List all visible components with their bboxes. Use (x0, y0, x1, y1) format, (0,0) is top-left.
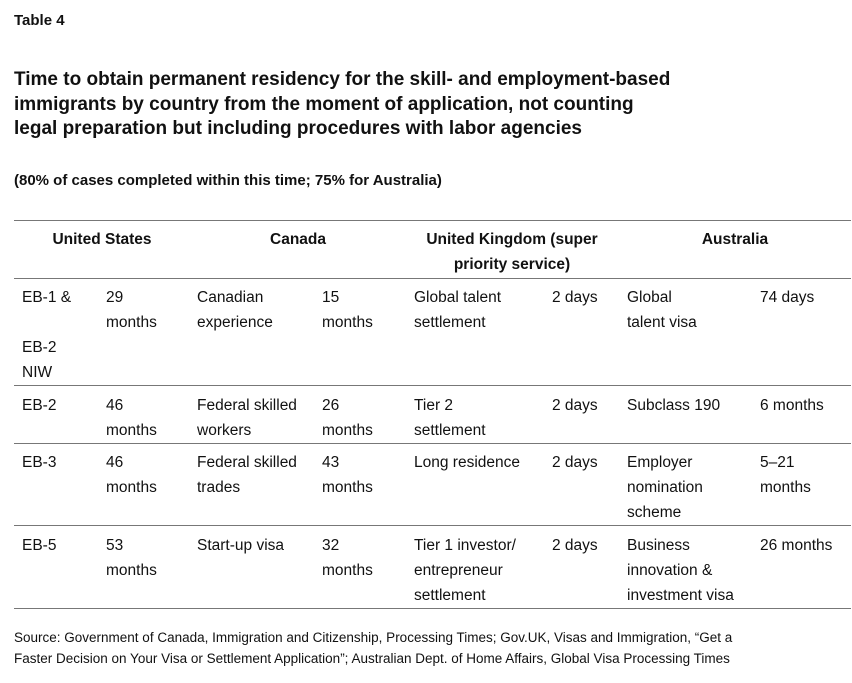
cell-line: settlement (414, 314, 486, 331)
cell-line: EB-2 (22, 397, 57, 414)
cell-line: 74 days (760, 289, 815, 306)
australia-program-cell (627, 393, 720, 418)
us-program-cell (22, 393, 56, 418)
cell-line: Federal skilled (197, 454, 297, 471)
cell-line: settlement (414, 422, 486, 439)
row-rule (14, 525, 851, 526)
cell-line: Subclass 190 (627, 397, 721, 414)
uk-time-cell (552, 450, 598, 475)
cell-line (22, 310, 71, 335)
header-united-states: United States (52, 231, 152, 248)
cell-line: entrepreneur (414, 562, 503, 579)
us-time-cell (106, 393, 157, 443)
source-line: Source: Government of Canada, Immigration and Citizenship, Processing Times; Gov.UK, Visas and Immigration, “Get a (14, 630, 733, 645)
cell-line: 2 days (552, 537, 598, 554)
cell-line: months (322, 562, 373, 579)
australia-program-cell (627, 533, 734, 608)
canada-program-cell (197, 533, 284, 558)
cell-line: 46 (106, 397, 124, 414)
canada-program-cell (197, 450, 297, 500)
cell-line: innovation & (627, 562, 713, 579)
australia-time-cell (760, 393, 824, 418)
cell-line: Employer (627, 454, 693, 471)
header-uk-line: priority service) (453, 256, 571, 273)
cell-line: 15 (322, 289, 340, 306)
cell-line: months (106, 479, 157, 496)
cell-line: Tier 2 (414, 397, 454, 414)
cell-line: trades (197, 479, 241, 496)
us-program-cell (22, 533, 56, 558)
table-top-rule (14, 220, 851, 221)
header-rule (14, 278, 851, 279)
cell-line: investment visa (627, 587, 734, 604)
cell-line: months (106, 314, 157, 331)
cell-line: nomination (627, 479, 703, 496)
title-line: Time to obtain permanent residency for the skill- and employment-based (14, 69, 671, 90)
uk-program-cell (414, 533, 516, 608)
australia-time-cell (760, 450, 811, 500)
cell-line: months (106, 562, 157, 579)
cell-line: Global (627, 289, 672, 306)
uk-program-cell (414, 393, 486, 443)
cell-line: 32 (322, 537, 340, 554)
cell-line: 43 (322, 454, 340, 471)
cell-line: 53 (106, 537, 124, 554)
cell-line: months (106, 422, 157, 439)
table-label: Table 4 (14, 12, 65, 29)
us-time-cell (106, 450, 157, 500)
source-line: Faster Decision on Your Visa or Settlement Application”; Australian Dept. of Home Affairs, Global Visa Processing Times (14, 651, 730, 666)
us-time-cell (106, 285, 157, 335)
cell-line: months (322, 479, 373, 496)
uk-time-cell (552, 393, 598, 418)
canada-time-cell (322, 285, 373, 335)
cell-line: 2 days (552, 289, 598, 306)
us-time-cell (106, 533, 157, 583)
cell-line: Federal skilled (197, 397, 297, 414)
title-line: legal preparation but including procedures with labor agencies (14, 118, 582, 139)
cell-line: 26 (322, 397, 340, 414)
cell-line: workers (197, 422, 252, 439)
canada-program-cell (197, 393, 297, 443)
cell-line: EB-2 (22, 339, 57, 356)
cell-line: Tier 1 investor/ (414, 537, 516, 554)
header-uk-line: United Kingdom (super (426, 231, 598, 248)
cell-line: settlement (414, 587, 486, 604)
cell-line: Global talent (414, 289, 502, 306)
uk-program-cell (414, 285, 501, 335)
australia-program-cell (627, 285, 697, 335)
cell-line: NIW (22, 364, 53, 381)
row-rule (14, 385, 851, 386)
cell-line: months (322, 314, 373, 331)
uk-time-cell (552, 533, 598, 558)
cell-line: Long residence (414, 454, 520, 471)
australia-time-cell (760, 285, 814, 310)
canada-program-cell (197, 285, 273, 335)
australia-time-cell (760, 533, 832, 558)
cell-line: scheme (627, 504, 682, 521)
table-bottom-rule (14, 608, 851, 609)
header-canada: Canada (270, 231, 326, 248)
cell-line: EB-1 & (22, 289, 72, 306)
us-program-cell (22, 450, 56, 475)
title-line: immigrants by country from the moment of application, not counting (14, 93, 634, 115)
header-united-kingdom (406, 227, 618, 277)
cell-line: months (322, 422, 373, 439)
header-australia: Australia (701, 231, 769, 248)
cell-line: EB-5 (22, 537, 57, 554)
cell-line: Start-up visa (197, 537, 285, 554)
canada-time-cell (322, 393, 373, 443)
uk-time-cell (552, 285, 598, 310)
cell-line: 2 days (552, 454, 598, 471)
row-rule (14, 443, 851, 444)
canada-time-cell (322, 450, 373, 500)
cell-line: 6 months (760, 397, 824, 414)
table-subtitle: (80% of cases completed within this time; 75% for Australia) (14, 172, 442, 189)
cell-line: 5–21 (760, 454, 795, 471)
source-note (14, 627, 844, 669)
us-program-cell (22, 285, 71, 385)
cell-line: experience (197, 314, 273, 331)
cell-line: EB-3 (22, 454, 57, 471)
cell-line: Business (627, 537, 690, 554)
canada-time-cell (322, 533, 373, 583)
cell-line: 46 (106, 454, 124, 471)
cell-line: talent visa (627, 314, 697, 331)
uk-program-cell (414, 450, 520, 475)
cell-line: 2 days (552, 397, 598, 414)
cell-line: months (760, 479, 811, 496)
cell-line: 26 months (760, 537, 833, 554)
australia-program-cell (627, 450, 703, 525)
cell-line: 29 (106, 289, 124, 306)
table-title (14, 68, 814, 142)
cell-line: Canadian (197, 289, 264, 306)
